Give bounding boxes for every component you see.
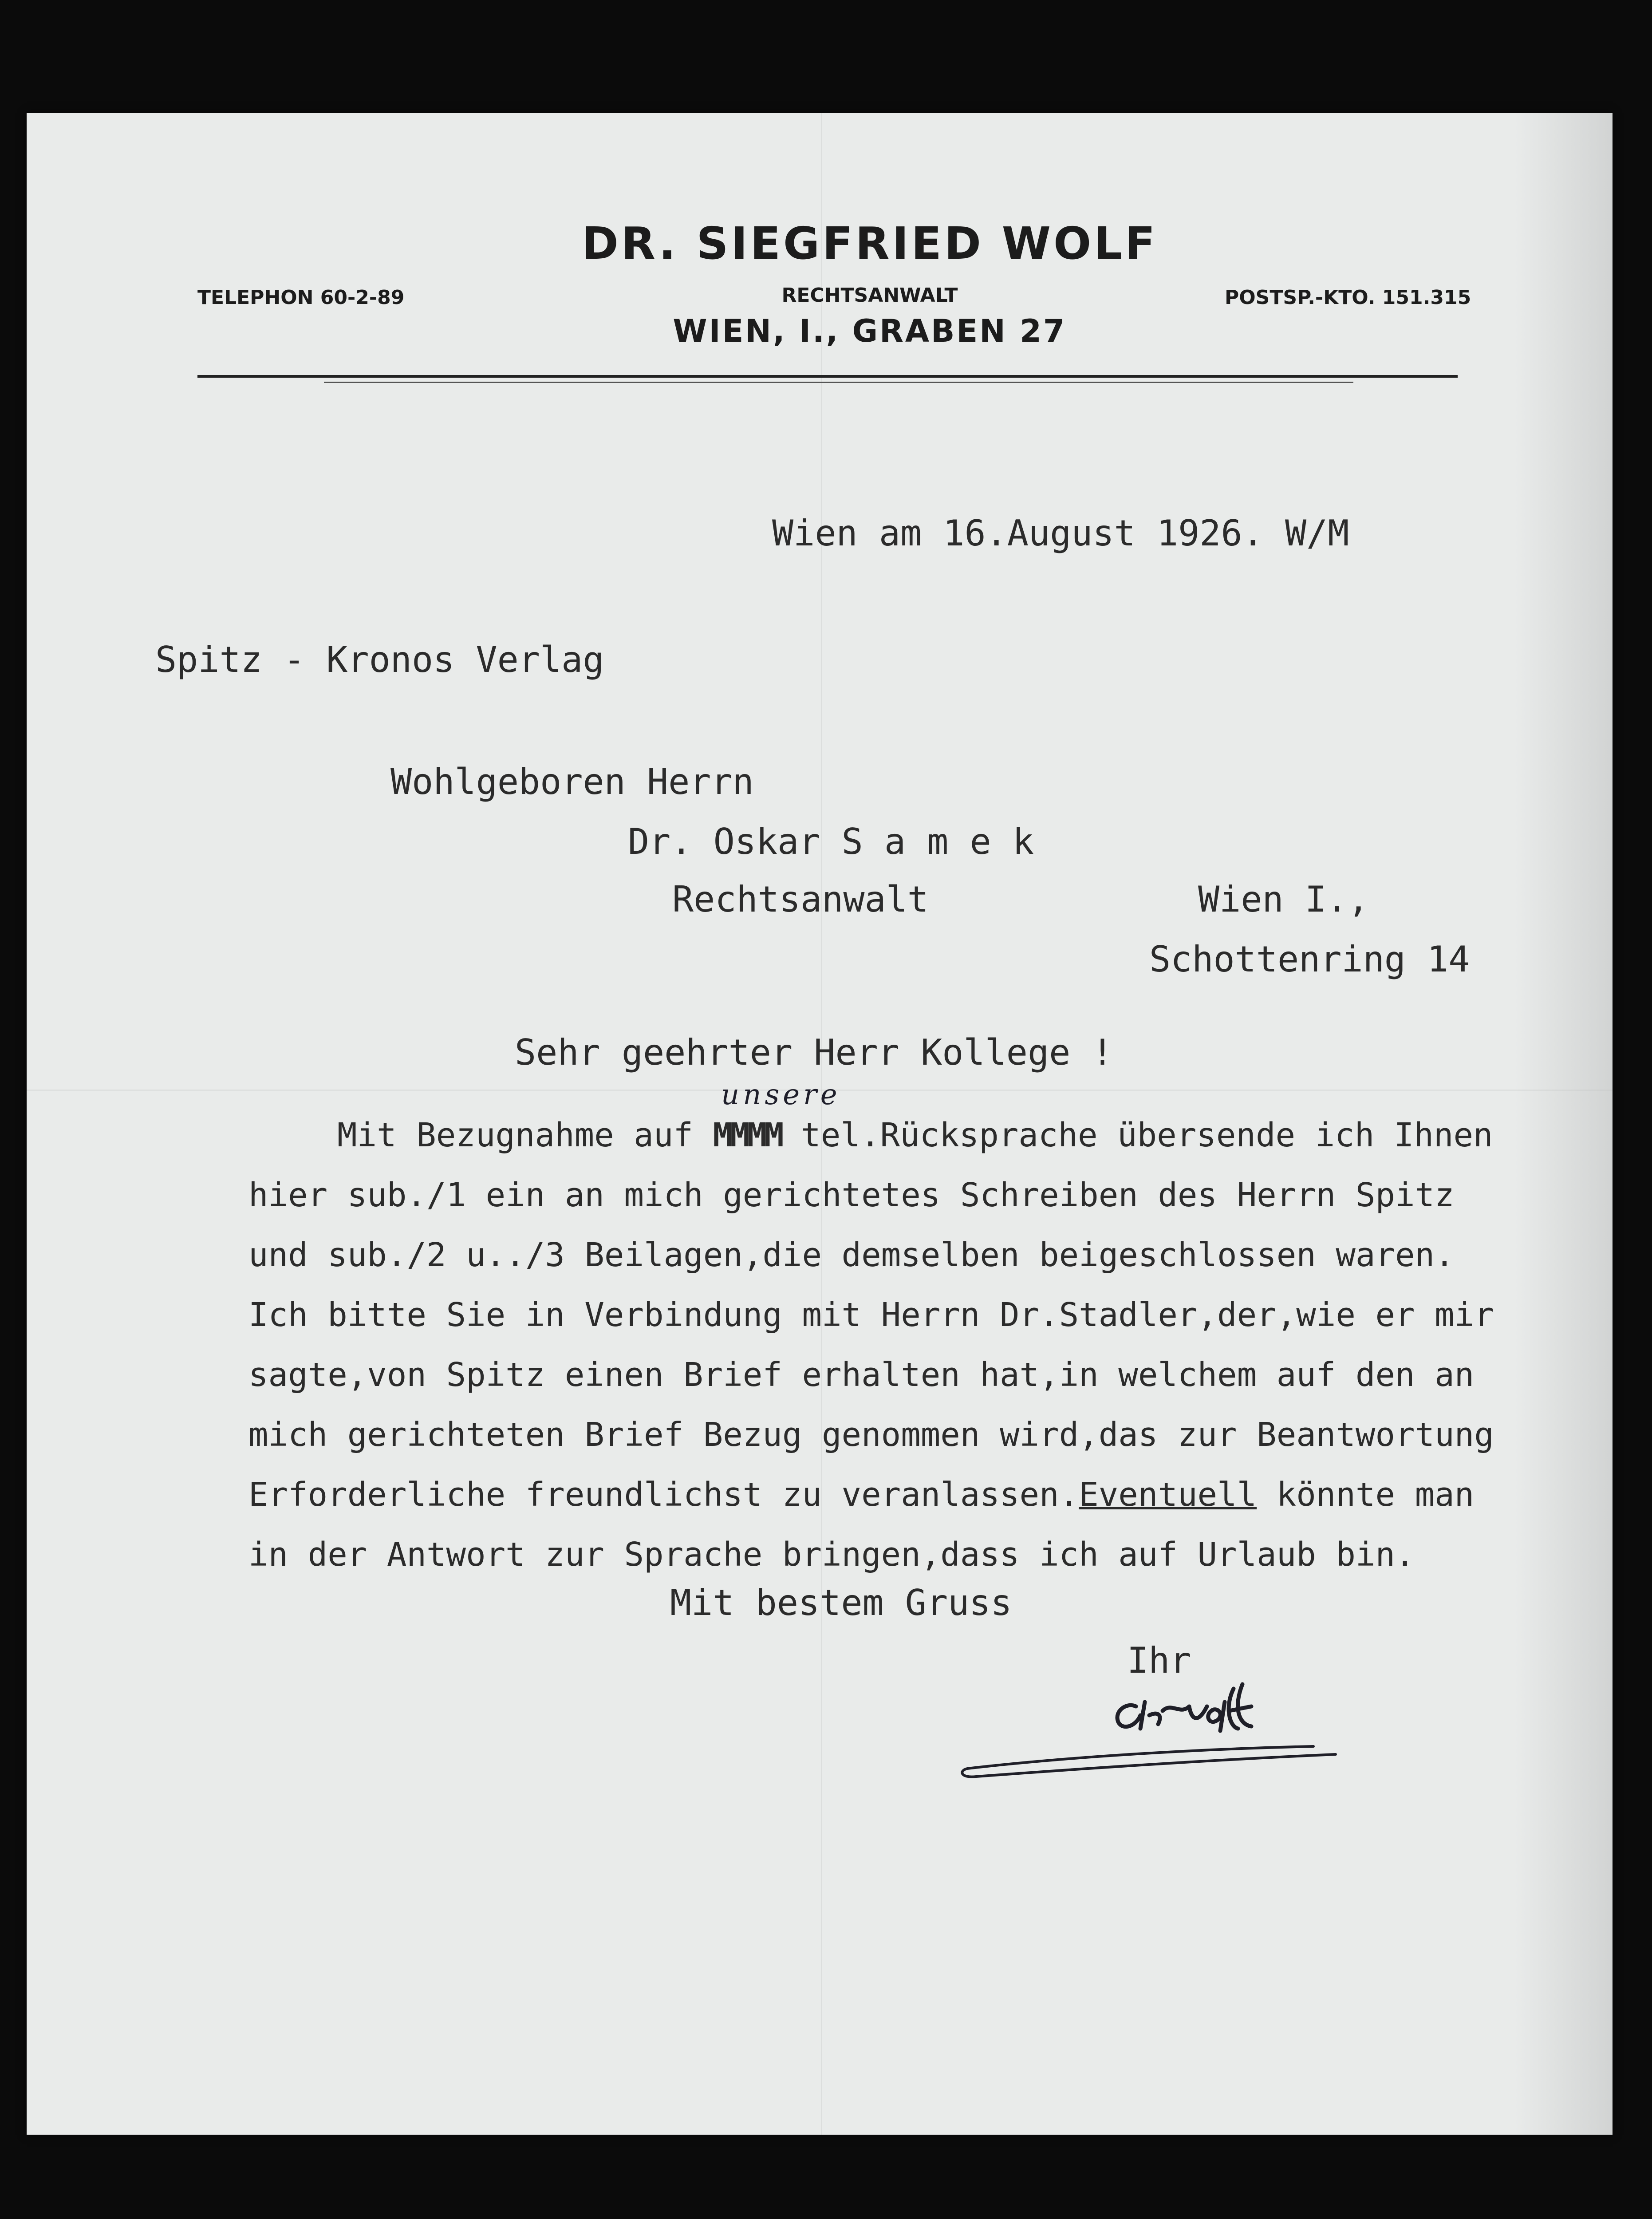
addressee-city: Wien I.,: [1198, 879, 1369, 920]
date-line: Wien am 16.August 1926. W/M: [772, 513, 1349, 554]
closing: Mit bestem Gruss: [670, 1582, 1012, 1623]
handwritten-insert: unsere: [721, 1078, 841, 1111]
addressee-role: Rechtsanwalt: [672, 879, 929, 920]
letterhead-title: RECHTSANWALT: [781, 284, 958, 307]
body-line: mich gerichteten Brief Bezug genommen wird,das zur Beantwortung: [248, 1416, 1494, 1454]
letter-sheet: [27, 113, 1613, 2135]
body-line: Erforderliche freundlichst zu veranlassen.Eventuell könnte man: [248, 1476, 1475, 1514]
body-line: und sub./2 u../3 Beilagen,die demselben beigeschlossen waren.: [248, 1236, 1455, 1274]
letterhead-name: DR. SIEGFRIED WOLF: [581, 217, 1158, 269]
struck-word: MMMM: [713, 1116, 781, 1154]
greeting: Sehr geehrter Herr Kollege !: [515, 1032, 1113, 1073]
addressee-salutation: Wohlgeboren Herrn: [390, 761, 754, 802]
body-line: Mit Bezugnahme auf MMMM tel.Rücksprache übersende ich Ihnen: [337, 1116, 1493, 1154]
addressee-street: Schottenring 14: [1149, 939, 1470, 980]
addressee-name: Dr. Oskar S a m e k: [628, 821, 1034, 862]
underlined-word: Eventuell: [1079, 1476, 1257, 1514]
letterhead-rule-thin: [324, 382, 1353, 383]
letterhead-postal-account: POSTSP.-KTO. 151.315: [1225, 286, 1471, 309]
letterhead-rule: [197, 375, 1458, 378]
letterhead-address: WIEN, I., GRABEN 27: [673, 313, 1067, 349]
sign-off: Ihr: [1127, 1640, 1191, 1681]
body-line: in der Antwort zur Sprache bringen,dass ich auf Urlaub bin.: [248, 1536, 1415, 1574]
signature: [950, 1649, 1349, 1817]
body-line: Ich bitte Sie in Verbindung mit Herrn Dr.Stadler,der,wie er mir: [248, 1296, 1494, 1334]
body-line: hier sub./1 ein an mich gerichtetes Schreiben des Herrn Spitz: [248, 1176, 1455, 1214]
page-edge-shadow: [1515, 113, 1613, 2135]
body-line: sagte,von Spitz einen Brief erhalten hat,in welchem auf den an: [248, 1356, 1475, 1394]
letterhead-telephone: TELEPHON 60-2-89: [197, 286, 405, 309]
recipient: Spitz - Kronos Verlag: [155, 639, 604, 680]
